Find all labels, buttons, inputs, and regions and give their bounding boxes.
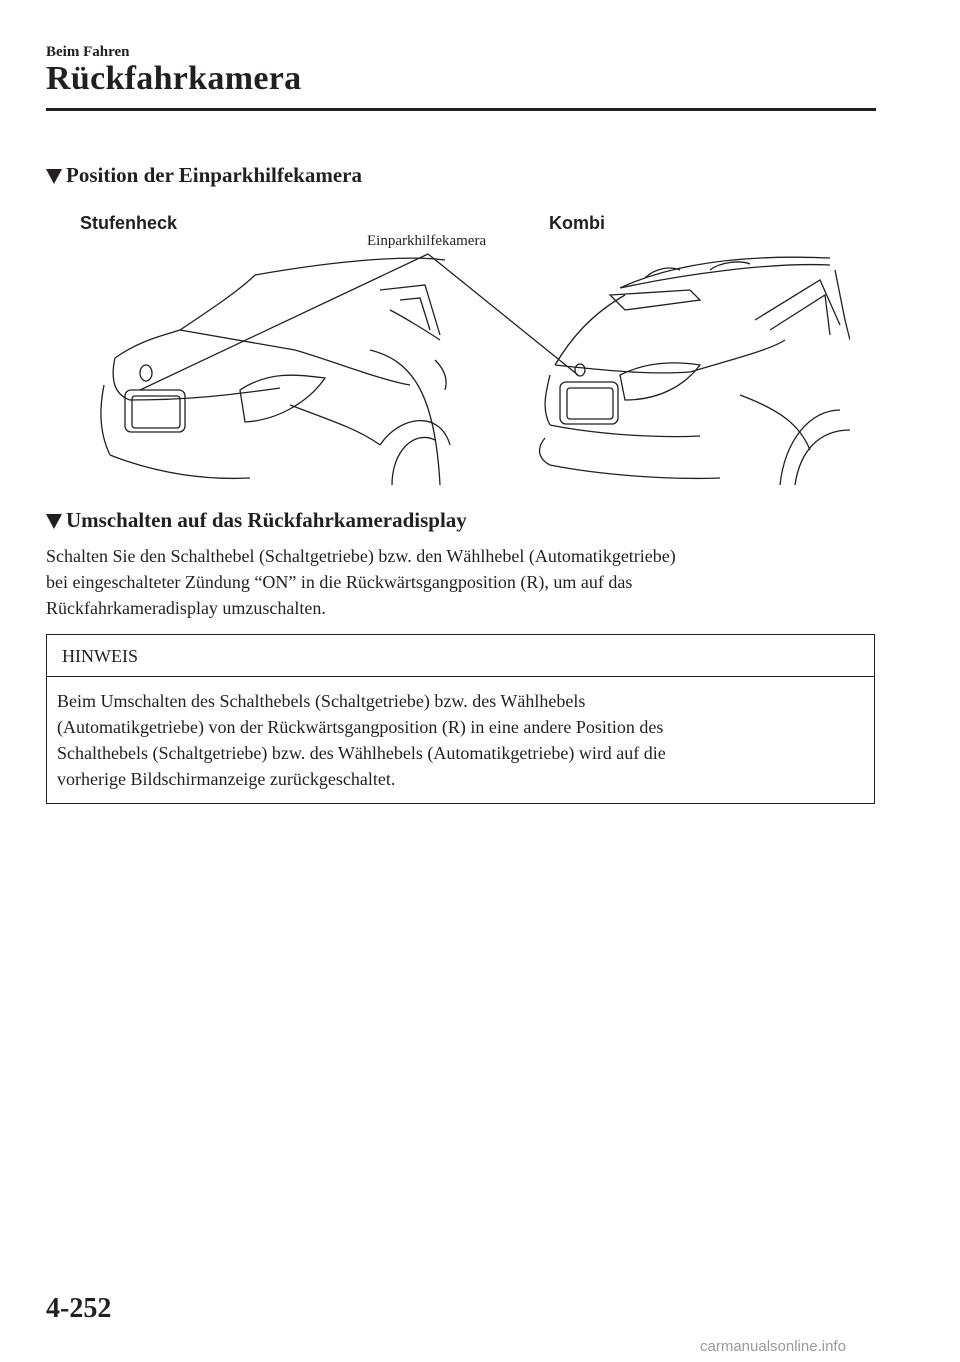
heading-camera-position-text: Position der Einparkhilfekamera [66, 163, 362, 187]
note-line: Schalthebels (Schaltgetriebe) bzw. des Wählhebels (Automatikgetriebe) wird auf die [57, 743, 666, 763]
sedan-illustration [101, 258, 450, 485]
figure-label-kombi: Kombi [549, 213, 605, 233]
section-breadcrumb: Beim Fahren [46, 44, 130, 60]
triangle-down-icon [46, 514, 62, 529]
note-box [46, 634, 875, 804]
body-line: Schalten Sie den Schalthebel (Schaltgetriebe) bzw. den Wählhebel (Automatikgetriebe) [46, 546, 676, 566]
heading-camera-position [46, 163, 362, 188]
figure-label-stufenheck: Stufenheck [80, 213, 178, 233]
callout-line-sedan [140, 254, 428, 390]
note-line: (Automatikgetriebe) von der Rückwärtsgangposition (R) in eine andere Position des [57, 717, 664, 737]
watermark: carmanualsonline.info [700, 1338, 846, 1355]
page-number: 4-252 [46, 1293, 112, 1324]
heading-switch-display [46, 508, 467, 533]
body-line: Rückfahrkameradisplay umzuschalten. [46, 598, 326, 618]
note-title: HINWEIS [47, 635, 874, 677]
note-line: vorherige Bildschirmanzeige zurückgeschaltet. [57, 769, 396, 789]
body-line: bei eingeschalteter Zündung “ON” in die Rückwärtsgangposition (R), um auf das [46, 572, 633, 592]
heading-switch-display-text: Umschalten auf das Rückfahrkameradisplay [66, 508, 467, 532]
triangle-down-icon [46, 169, 62, 184]
figure-callout-camera: Einparkhilfekamera [367, 233, 487, 249]
title-divider [46, 108, 876, 111]
rear-camera-figure [80, 240, 850, 485]
callout-line-wagon [428, 254, 578, 375]
note-body [47, 677, 874, 792]
body-paragraph [46, 543, 846, 621]
wagon-illustration [540, 257, 850, 485]
note-line: Beim Umschalten des Schalthebels (Schaltgetriebe) bzw. des Wählhebels [57, 691, 586, 711]
page-title: Rückfahrkamera [46, 60, 302, 97]
